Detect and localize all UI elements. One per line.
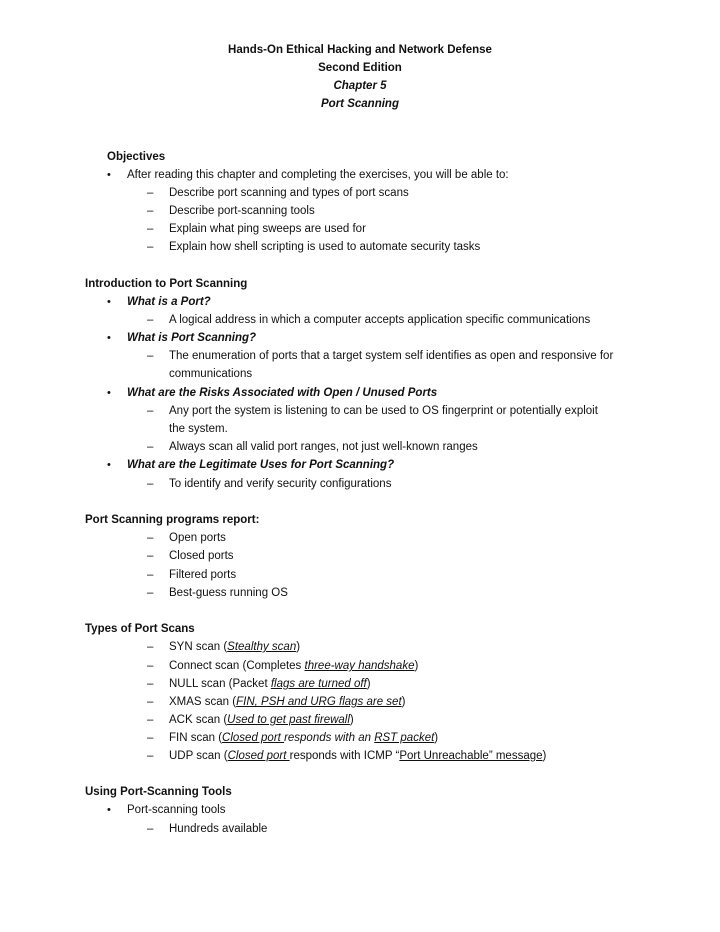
answer-port-scanning: The enumeration of ports that a target system self identifies as open and responsive for — [169, 350, 614, 362]
chapter-title: Port Scanning — [321, 98, 399, 110]
answer-legitimate-uses: To identify and verify security configurations — [169, 478, 392, 490]
question-what-is-port: What is a Port? — [127, 296, 211, 308]
scan-type-fin: FIN scan (Closed port responds with an RST packet) — [169, 732, 439, 744]
tools-sub-item: Hundreds available — [169, 823, 268, 835]
scan-type-syn: SYN scan (Stealthy scan) — [169, 641, 301, 653]
scan-type-null: NULL scan (Packet flags are turned off) — [169, 678, 371, 690]
dash-marker: – — [147, 550, 154, 562]
report-heading: Port Scanning programs report: — [85, 514, 260, 526]
answer-risks-cont: the system. — [169, 423, 228, 435]
question-port-scanning: What is Port Scanning? — [127, 332, 257, 344]
types-heading: Types of Port Scans — [85, 623, 195, 635]
edition: Second Edition — [318, 62, 402, 74]
ack-link[interactable]: Used to get past firewall — [227, 714, 350, 726]
chapter-number: Chapter 5 — [333, 80, 387, 92]
dash-marker: – — [147, 241, 154, 253]
dash-marker: – — [147, 660, 154, 672]
dash-marker: – — [147, 205, 154, 217]
dash-marker: – — [147, 569, 154, 581]
dash-marker: – — [147, 587, 154, 599]
dash-marker: – — [147, 478, 154, 490]
answer-risks-ranges: Always scan all valid port ranges, not just well-known ranges — [169, 441, 478, 453]
dash-marker: – — [147, 750, 154, 762]
objective-item: Explain what ping sweeps are used for — [169, 223, 366, 235]
dash-marker: – — [147, 696, 154, 708]
fin-closed-port-link[interactable]: Closed port — [222, 732, 285, 744]
scan-type-udp: UDP scan (Closed port responds with ICMP “Port Unreachable” message) — [169, 750, 547, 762]
dash-marker: – — [147, 823, 154, 835]
intro-heading: Introduction to Port Scanning — [85, 278, 248, 290]
dash-marker: – — [147, 187, 154, 199]
bullet-marker: • — [107, 169, 111, 181]
bullet-marker: • — [107, 804, 111, 816]
dash-marker: – — [147, 641, 154, 653]
dash-marker: – — [147, 223, 154, 235]
scan-type-xmas: XMAS scan (FIN, PSH and URG flags are set) — [169, 696, 406, 708]
answer-port-scanning-cont: communications — [169, 368, 253, 380]
dash-marker: – — [147, 350, 154, 362]
xmas-link[interactable]: FIN, PSH and URG flags are set — [236, 696, 402, 708]
answer-what-is-port: A logical address in which a computer accepts application specific communications — [169, 314, 591, 326]
bullet-marker: • — [107, 459, 111, 471]
udp-closed-port-link[interactable]: Closed port — [227, 750, 290, 762]
dash-marker: – — [147, 405, 154, 417]
syn-link[interactable]: Stealthy scan — [227, 641, 297, 653]
dash-marker: – — [147, 441, 154, 453]
bullet-marker: • — [107, 387, 111, 399]
question-legitimate-uses: What are the Legitimate Uses for Port Scanning? — [127, 459, 395, 471]
objective-item: Explain how shell scripting is used to automate security tasks — [169, 241, 481, 253]
scan-type-connect: Connect scan (Completes three-way handshake) — [169, 660, 419, 672]
bullet-marker: • — [107, 296, 111, 308]
dash-marker: – — [147, 532, 154, 544]
report-item: Filtered ports — [169, 569, 237, 581]
report-item: Open ports — [169, 532, 226, 544]
dash-marker: – — [147, 732, 154, 744]
tools-heading: Using Port-Scanning Tools — [85, 786, 232, 798]
objective-item: Describe port scanning and types of port scans — [169, 187, 409, 199]
objective-item: Describe port-scanning tools — [169, 205, 315, 217]
fin-rst-link[interactable]: RST packet — [374, 732, 435, 744]
null-link[interactable]: flags are turned off — [270, 678, 367, 690]
answer-risks: Any port the system is listening to can be used to OS fingerprint or potentially exploit — [169, 405, 598, 417]
document-title: Hands-On Ethical Hacking and Network Defense — [228, 44, 492, 56]
dash-marker: – — [147, 678, 154, 690]
udp-unreachable-link[interactable]: Port Unreachable” message — [399, 750, 543, 762]
dash-marker: – — [147, 314, 154, 326]
bullet-marker: • — [107, 332, 111, 344]
question-risks: What are the Risks Associated with Open / Unused Ports — [127, 387, 438, 399]
report-item: Closed ports — [169, 550, 234, 562]
dash-marker: – — [147, 714, 154, 726]
objectives-heading: Objectives — [107, 151, 166, 163]
connect-link[interactable]: three-way handshake — [304, 660, 415, 672]
tools-item: Port-scanning tools — [127, 804, 226, 816]
report-item: Best-guess running OS — [169, 587, 288, 599]
objectives-intro: After reading this chapter and completing the exercises, you will be able to: — [127, 169, 509, 181]
scan-type-ack: ACK scan (Used to get past firewall) — [169, 714, 354, 726]
